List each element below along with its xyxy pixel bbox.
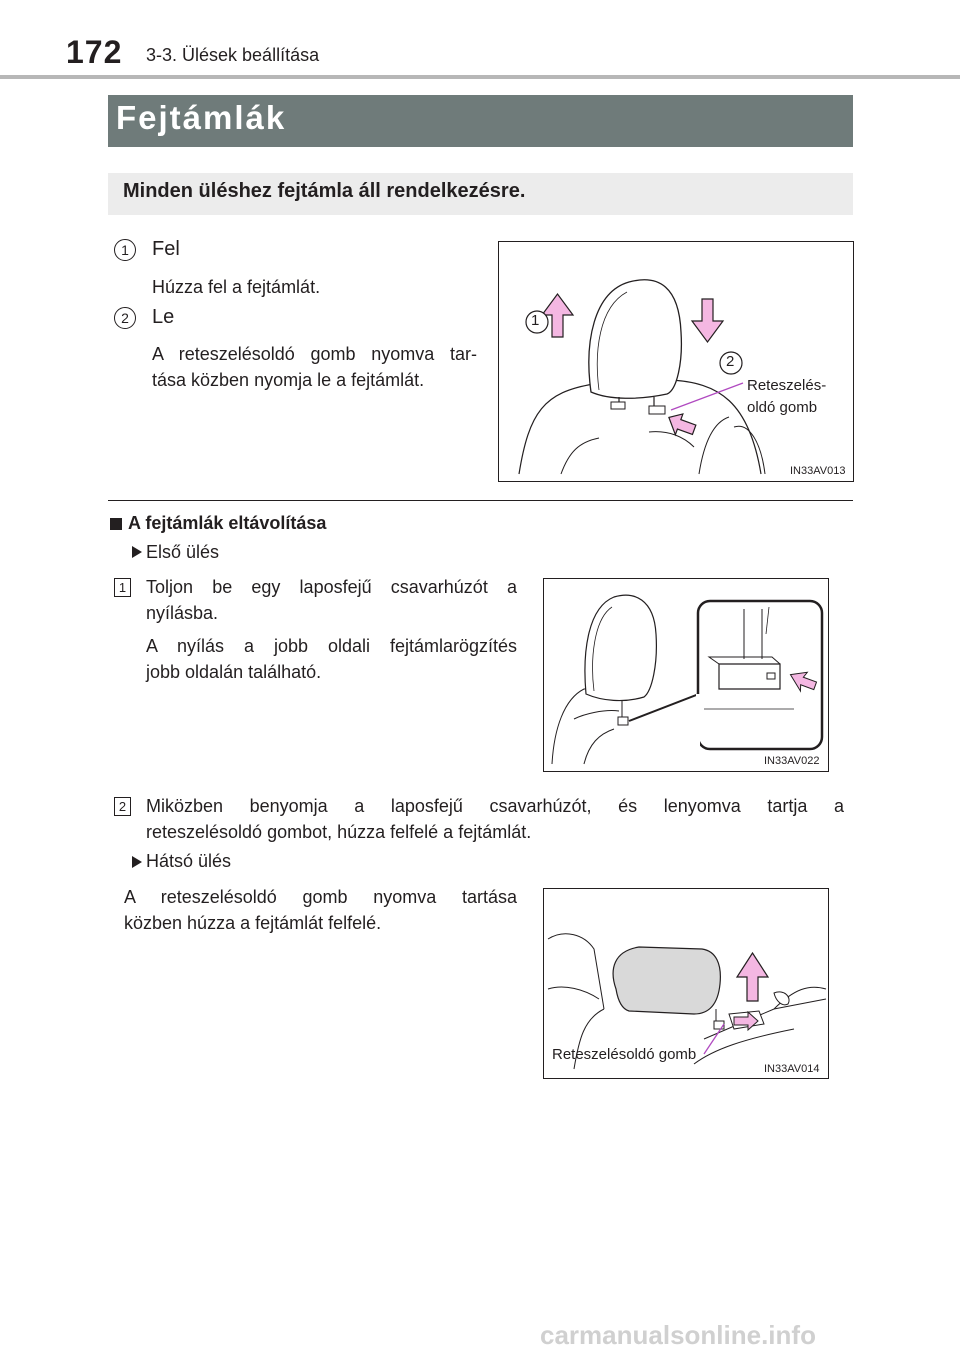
step2-line1: Miközben benyomja a laposfejű csavarhúzót, és lenyomva tartja a — [146, 796, 844, 816]
page-title: Fejtámlák — [116, 99, 287, 136]
front-seat-illustration — [544, 579, 828, 771]
item-heading-down: Le — [152, 306, 175, 328]
figure-code-rear: IN33AV014 — [764, 1063, 820, 1075]
down-arrow-icon — [692, 299, 723, 342]
rear-text-line1: A reteszelésoldó gomb nyomva tartása — [124, 887, 517, 907]
section-reference: 3-3. Ülések beállítása — [146, 45, 320, 65]
step2-line2: reteszelésoldó gombot, húzza felfelé a fejtámlát. — [146, 822, 532, 842]
step-number-1: 1 — [114, 578, 131, 597]
release-button-label-line1: Reteszelés- — [747, 377, 827, 394]
section-divider — [108, 500, 853, 501]
step1-line2: nyílásba. — [146, 603, 219, 623]
item-text-down-line1: A reteszelésoldó gomb nyomva tar- — [152, 344, 477, 364]
item-number-2: 2 — [114, 307, 136, 329]
triangle-bullet-icon — [132, 546, 142, 558]
up-arrow-icon — [737, 953, 768, 1001]
rear-text-line2: közben húzza a fejtámlát felfelé. — [124, 913, 382, 933]
header-divider — [0, 75, 960, 79]
page-number: 172 — [66, 34, 123, 70]
front-seat-label: Első ülés — [146, 542, 220, 562]
rear-release-button-label: Reteszelésoldó gomb — [552, 1046, 697, 1063]
removal-heading: A fejtámlák eltávolítása — [128, 513, 327, 533]
step-number-2: 2 — [114, 797, 131, 816]
item-text-down-line2: tása közben nyomja le a fejtámlát. — [152, 370, 425, 390]
triangle-bullet-icon — [132, 856, 142, 868]
step1-note-line2: jobb oldalán található. — [146, 662, 322, 682]
front-seat-figure — [543, 578, 829, 772]
headrest-adjust-figure — [498, 241, 854, 482]
intro-text: Minden üléshez fejtámla áll rendelkezésre. — [123, 180, 526, 202]
item-heading-up: Fel — [152, 238, 180, 260]
up-arrow-icon — [542, 294, 573, 337]
figure-callout-1: 1 — [531, 312, 540, 329]
rear-seat-label: Hátsó ülés — [146, 851, 232, 871]
figure-code-front: IN33AV022 — [764, 755, 820, 767]
square-bullet-icon — [110, 518, 122, 530]
headrest-adjust-illustration — [499, 242, 853, 481]
figure-code: IN33AV013 — [790, 465, 846, 477]
figure-callout-2: 2 — [726, 353, 735, 370]
item-text-up: Húzza fel a fejtámlát. — [152, 277, 321, 297]
step1-note-line1: A nyílás a jobb oldali fejtámlarögzítés — [146, 636, 517, 656]
release-button-label-line2: oldó gomb — [747, 399, 818, 416]
item-number-1: 1 — [114, 239, 136, 261]
watermark: carmanualsonline.info — [540, 1320, 816, 1350]
push-arrow-icon — [664, 410, 698, 440]
rear-seat-figure — [543, 888, 829, 1079]
step1-line1: Toljon be egy laposfejű csavarhúzót a — [146, 577, 517, 597]
